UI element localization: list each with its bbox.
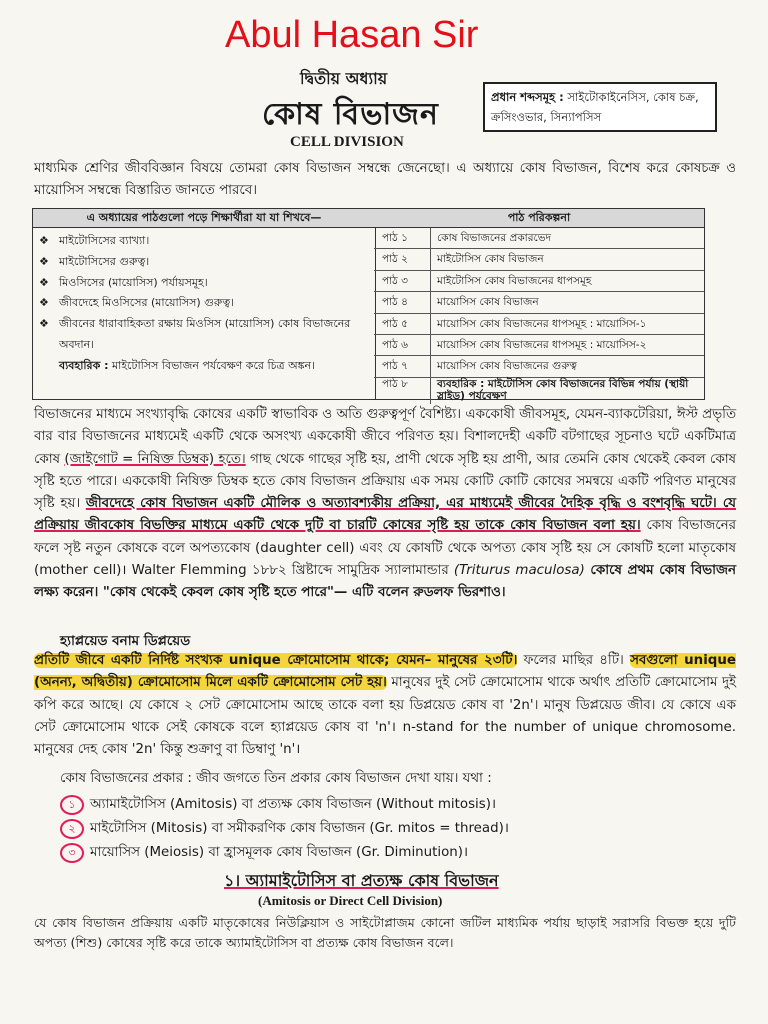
list-item: ১ অ্যামাইটোসিস (Amitosis) বা প্রত্যক্ষ কোষ বিভাজন (Without mitosis)। xyxy=(60,793,509,817)
section-title: ১। অ্যামাইটোসিস বা প্রত্যক্ষ কোষ বিভাজন xyxy=(224,871,499,890)
list-item: ❖ মিওসিসের (মায়োসিস) পর্যায়সমূহ। xyxy=(39,273,369,294)
learning-outcomes-list xyxy=(33,228,375,380)
chapter-title-bn: কোষ বিভাজন xyxy=(262,97,439,132)
keywords-text: সাইটোকাইনেসিস, কোষ চক্র, ক্রসিংওভার, সিন্যাপসিস xyxy=(491,90,699,124)
list-item: ❖ জীবনের ধারাবাহিকতা রক্ষায় মিওসিস (মায়োসিস) কোষ বিভাজনের অবদান। xyxy=(39,314,369,356)
list-item: ❖ মাইটোসিসের ব্যাখ্যা। xyxy=(39,231,369,252)
keywords-box xyxy=(483,82,717,132)
lesson-plan-table xyxy=(374,208,705,403)
learning-outcomes-heading: এ অধ্যায়ের পাঠগুলো পড়ে শিক্ষার্থীরা যা যা শিখবে— xyxy=(33,209,375,228)
diamond-bullet-icon: ❖ xyxy=(39,275,49,289)
table-row: পাঠ ৫ মায়োসিস কোষ বিভাজনের ধাপসমূহ : মায়োসিস-১ xyxy=(374,314,704,335)
haploid-diploid-heading: হ্যাপ্লয়েড বনাম ডিপ্লয়েড xyxy=(60,633,191,649)
list-item: ❖ জীবদেহে মিওসিসের (মায়োসিস) গুরুত্ব। xyxy=(39,293,369,314)
division-types-heading: কোষ বিভাজনের প্রকার : জীব জগতে তিন প্রকার কোষ বিভাজন দেখা যায়। যথা : xyxy=(60,771,492,786)
table-row: পাঠ ৪ মায়োসিস কোষ বিভাজন xyxy=(374,292,704,313)
keywords-label: প্রধান শব্দসমূহ : xyxy=(491,90,564,104)
brand-title: Abul Hasan Sir xyxy=(225,14,479,56)
list-item: ৩ মায়োসিস (Meiosis) বা হ্রাসমূলক কোষ বিভাজন (Gr. Diminution)। xyxy=(60,841,509,865)
learning-outcomes-box xyxy=(32,208,376,400)
table-row: পাঠ ৭ মায়োসিস কোষ বিভাজনের গুরুত্ব xyxy=(374,356,704,377)
division-types-list xyxy=(60,793,509,865)
table-row: পাঠ ২ মাইটোসিস কোষ বিভাজন xyxy=(374,249,704,270)
circled-number-icon: ১ xyxy=(60,795,84,815)
haploid-diploid-paragraph: প্রতিটি জীবে একটি নির্দিষ্ট সংখ্যক unique ক্রোমোসোম থাকে; যেমন– মানুষের ২৩টি। ফলের মাছির ৪টি। সবগুলো unique (অনন্য, অদ্বিতীয়) ক্রোমোসোম মিলে একটি ক্রোমোসোম সেট হয়। মানুষের দুই সেট ক্রোমোসোম থাকে অর্থাৎ প্রতিটি ক্রোমোসোম দুই কপি করে আছে। যে কোষে ২ সেট ক্রোমোসোম আছে তাকে বলা হয় ডিপ্লয়েড কোষ বা '2n'। মানুষ ডিপ্লয়েড জীব। যে কোষে এক সেট ক্রোমোসোম থাকে সেই কোষকে বলে হ্যাপ্লয়েড কোষ বা 'n'। n-stand for the number of unique chromosome. মানুষের দেহ কোষ '2n' কিন্তু শুক্রাণু বা ডিম্বাণু 'n'। xyxy=(34,653,736,758)
lesson-plan-heading: পাঠ পরিকল্পনা xyxy=(374,209,704,228)
circled-number-icon: ৩ xyxy=(60,843,84,863)
intro-paragraph: মাধ্যমিক শ্রেণির জীববিজ্ঞান বিষয়ে তোমরা কোষ বিভাজন সম্বন্ধে জেনেছো। এ অধ্যায়ে কোষ বিভাজন, বিশেষ করে কোষচক্র ও মায়োসিস সম্বন্ধে বিস্তারিত জানতে পারবে। xyxy=(34,161,736,199)
circled-number-icon: ২ xyxy=(60,819,84,839)
practical-item: ব্যবহারিক : মাইটোসিস বিভাজন পর্যবেক্ষণ করে চিত্র অঙ্কন। xyxy=(59,358,316,372)
section-subtitle: (Amitosis or Direct Cell Division) xyxy=(258,893,443,908)
table-row: পাঠ ৬ মায়োসিস কোষ বিভাজনের ধাপসমূহ : মায়োসিস-২ xyxy=(374,335,704,356)
chapter-title-en: CELL DIVISION xyxy=(290,134,404,150)
cell-division-paragraph: বিভাজনের মাধ্যমে সংখ্যাবৃদ্ধি কোষের একটি স্বাভাবিক ও অতি গুরুত্বপূর্ণ বৈশিষ্ট্য। এককোষী জীবসমূহ, যেমন-ব্যাকটেরিয়া, ঈস্ট প্রভৃতি বার বার বিভাজনের মাধ্যমেই একটি থেকে অসংখ্য এককোষী জীবে পরিণত হয়। বিশালদেহী একটি বটগাছের সূচনাও ঘটে একটিমাত্র কোষ (জাইগোট = নিষিক্ত ডিম্বক) হতে। গাছ থেকে গাছের সৃষ্টি হয়, প্রাণী থেকে সৃষ্টি হয় প্রাণী, আর তেমনি কোষ থেকেই কেবল কোষ সৃষ্টি হতে পারে। এককোষী নিষিক্ত ডিম্বক হতে কোষ বিভাজন প্রক্রিয়ায় এক সময় কোটি কোটি কোষের সমন্বয়ে একটি পরিণত মানুষের সৃষ্টি হয়। জীবদেহে কোষ বিভাজন একটি মৌলিক ও অত্যাবশ্যকীয় প্রক্রিয়া, এর মাধ্যমেই জীবের দৈহিক বৃদ্ধি ও বংশবৃদ্ধি ঘটে। যে প্রক্রিয়ায় জীবকোষ বিভক্তির মাধ্যমে একটি থেকে দুটি বা চারটি কোষের সৃষ্টি হয় তাকে কোষ বিভাজন বলা হয়। কোষ বিভাজনের ফলে সৃষ্ট নতুন কোষকে বলে অপত্যকোষ (daughter cell) এবং যে কোষটি থেকে অপত্য কোষ সৃষ্টি হয় সে কোষটি হলো মাতৃকোষ (mother cell)। Walter Flemming ১৮৮২ খ্রিষ্টাব্দে সামুদ্রিক স্যালামান্ডার (Triturus maculosa) কোষে প্রথম কোষ বিভাজন লক্ষ্য করেন। "কোষ থেকেই কেবল কোষ সৃষ্টি হতে পারে"— এটি বলেন রুডলফ ভিরশাও। xyxy=(34,407,736,601)
table-row: পাঠ ১ কোষ বিভাজনের প্রকারভেদ xyxy=(374,228,704,249)
list-item: ২ মাইটোসিস (Mitosis) বা সমীকরণিক কোষ বিভাজন (Gr. mitos = thread)। xyxy=(60,817,509,841)
chapter-label: দ্বিতীয় অধ্যায় xyxy=(300,69,388,88)
table-row: পাঠ ৮ ব্যবহারিক : মাইটোসিস কোষ বিভাজনের বিভিন্ন পর্যায় (স্থায়ী স্লাইড) পর্যবেক্ষণ xyxy=(374,378,704,404)
diamond-bullet-icon: ❖ xyxy=(39,254,49,268)
list-item: ❖ মাইটোসিসের গুরুত্ব। xyxy=(39,252,369,273)
amitosis-paragraph: যে কোষ বিভাজন প্রক্রিয়ায় একটি মাতৃকোষের নিউক্লিয়াস ও সাইটোপ্লাজম কোনো জটিল মাধ্যমিক পর্যায় ছাড়াই সরাসরি বিভক্ত হয়ে দুটি অপত্য (শিশু) কোষের সৃষ্টি করে তাকে অ্যামাইটোসিস বা প্রত্যক্ষ কোষ বিভাজন বলে। xyxy=(34,915,736,950)
diamond-bullet-icon: ❖ xyxy=(39,317,49,331)
diamond-bullet-icon: ❖ xyxy=(39,296,49,310)
diamond-bullet-icon: ❖ xyxy=(39,234,49,247)
table-row: পাঠ ৩ মাইটোসিস কোষ বিভাজনের ধাপসমূহ xyxy=(374,271,704,292)
